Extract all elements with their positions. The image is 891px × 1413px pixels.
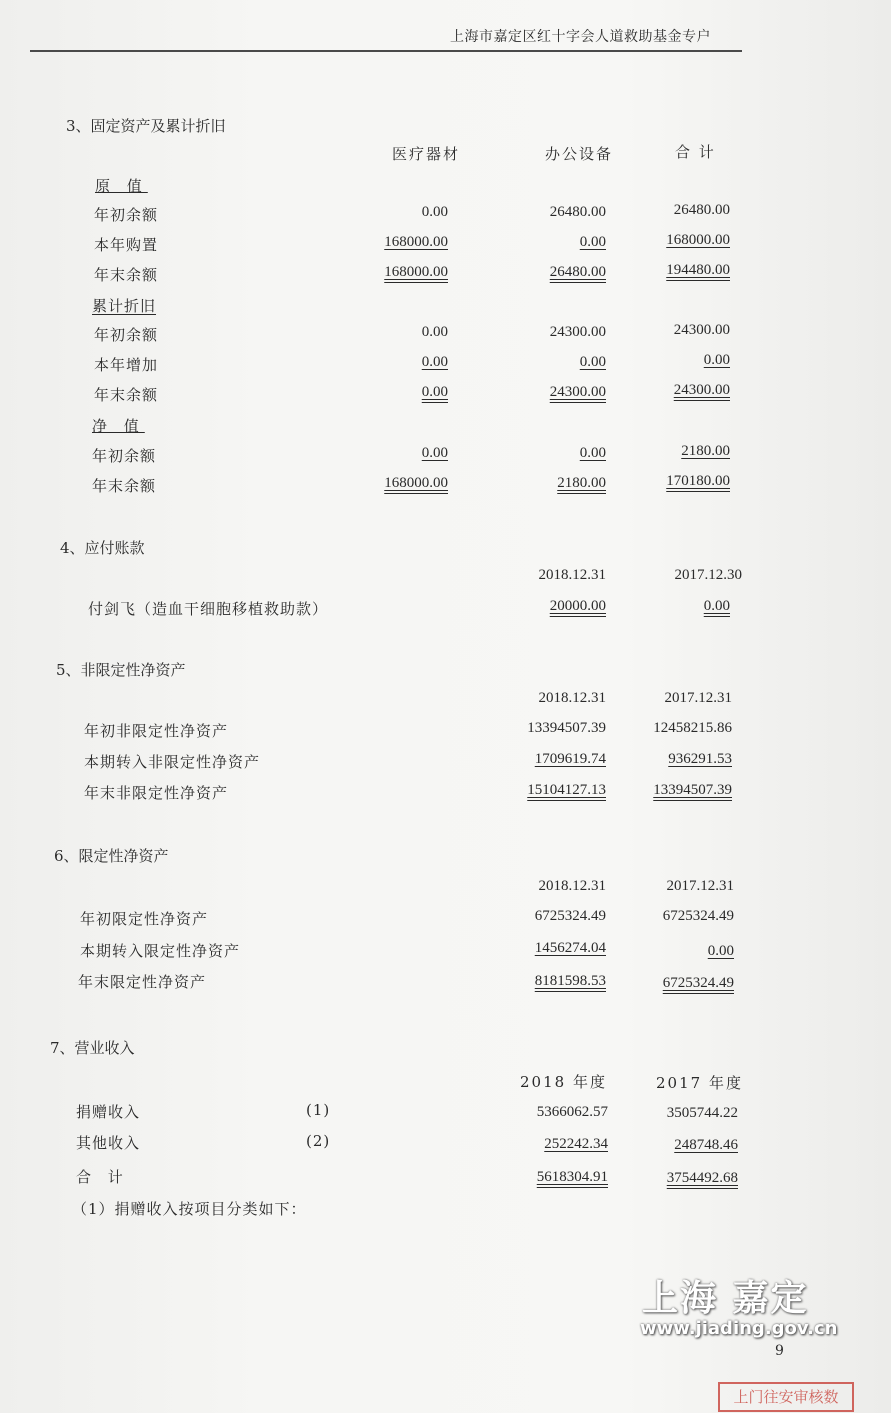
cell-value: 936291.53 bbox=[668, 751, 732, 767]
col-office-equipment: 办公设备 bbox=[545, 145, 614, 163]
cell-value: 168000.00 bbox=[384, 264, 448, 280]
row-label: 年末余额 bbox=[94, 266, 159, 284]
audit-stamp: 上门往安审核数 bbox=[718, 1382, 854, 1412]
row-label: 年末非限定性净资产 bbox=[84, 784, 229, 802]
cell-value: 6725324.49 bbox=[534, 908, 606, 924]
row-label: 年初余额 bbox=[94, 206, 159, 224]
section-7-title: 7、营业收入 bbox=[50, 1039, 135, 1057]
col-date-2018: 2018.12.31 bbox=[538, 690, 606, 706]
row-label: 本期转入非限定性净资产 bbox=[84, 753, 261, 771]
row-label: 年末限定性净资产 bbox=[78, 973, 207, 991]
row-label: 合 计 bbox=[76, 1168, 129, 1186]
cell-value: 0.00 bbox=[579, 445, 606, 461]
cell-value: 168000.00 bbox=[384, 475, 448, 491]
cell-value: 5366062.57 bbox=[536, 1104, 608, 1120]
cell-value: 194480.00 bbox=[666, 262, 730, 278]
cell-value: 6725324.49 bbox=[662, 975, 734, 991]
cell-value: 0.00 bbox=[421, 445, 448, 461]
row-label: 其他收入 bbox=[76, 1134, 141, 1152]
cell-value: 6725324.49 bbox=[662, 908, 734, 924]
cell-value: 0.00 bbox=[421, 204, 448, 220]
cell-value: 26480.00 bbox=[549, 264, 606, 280]
row-note: (2) bbox=[306, 1132, 331, 1150]
row-label: 年初非限定性净资产 bbox=[84, 722, 229, 740]
col-date-2018: 2018.12.31 bbox=[538, 878, 606, 894]
section-4-title: 4、应付账款 bbox=[60, 539, 145, 557]
watermark-url: www.jiading.gov.cn bbox=[640, 1318, 838, 1339]
cell-value: 13394507.39 bbox=[527, 720, 606, 736]
col-total: 合 计 bbox=[675, 143, 716, 161]
cell-value: 12458215.86 bbox=[653, 720, 732, 736]
cell-value: 3505744.22 bbox=[666, 1105, 738, 1121]
col-date-2017: 2017.12.31 bbox=[664, 690, 732, 706]
original-value-label: 原 值 bbox=[95, 177, 148, 195]
cell-value: 24300.00 bbox=[549, 324, 606, 340]
header-rule bbox=[30, 50, 742, 52]
cell-value: 8181598.53 bbox=[534, 973, 606, 989]
row-label: 年初余额 bbox=[92, 447, 157, 465]
row-label: 本年增加 bbox=[94, 356, 159, 374]
cell-value: 0.00 bbox=[421, 354, 448, 370]
cell-value: 24300.00 bbox=[549, 384, 606, 400]
col-date-2017: 2017.12.31 bbox=[666, 878, 734, 894]
col-year-2018: 2018 年度 bbox=[520, 1073, 607, 1091]
row-label: 年末余额 bbox=[94, 386, 159, 404]
cell-value: 0.00 bbox=[703, 598, 730, 614]
cell-value: 0.00 bbox=[579, 234, 606, 250]
depreciation-label: 累计折旧 bbox=[92, 297, 157, 315]
cell-value: 5618304.91 bbox=[536, 1169, 608, 1185]
row-label: 年末余额 bbox=[92, 477, 157, 495]
row-note: (1) bbox=[306, 1101, 331, 1119]
cell-value: 0.00 bbox=[421, 324, 448, 340]
row-label: 捐赠收入 bbox=[76, 1103, 141, 1121]
cell-value: 0.00 bbox=[579, 354, 606, 370]
col-date-2017: 2017.12.30 bbox=[674, 567, 742, 583]
watermark-logo: 上海 嘉定 bbox=[642, 1278, 809, 1319]
row-label: 本年购置 bbox=[94, 236, 159, 254]
cell-value: 20000.00 bbox=[549, 598, 606, 614]
cell-value: 0.00 bbox=[421, 384, 448, 400]
cell-value: 24300.00 bbox=[673, 382, 730, 398]
cell-value: 168000.00 bbox=[666, 232, 730, 248]
cell-value: 26480.00 bbox=[549, 204, 606, 220]
cell-value: 252242.34 bbox=[544, 1136, 608, 1152]
cell-value: 24300.00 bbox=[673, 322, 730, 338]
cell-value: 2180.00 bbox=[557, 475, 606, 491]
row-label: 年初余额 bbox=[94, 326, 159, 344]
col-year-2017: 2017 年度 bbox=[656, 1074, 743, 1092]
row-label: 本期转入限定性净资产 bbox=[80, 942, 241, 960]
row-label: 年初限定性净资产 bbox=[80, 910, 209, 928]
section-3-title: 3、固定资产及累计折旧 bbox=[66, 117, 226, 135]
cell-value: 3754492.68 bbox=[666, 1170, 738, 1186]
page-number: 9 bbox=[775, 1343, 784, 1359]
section-6-title: 6、限定性净资产 bbox=[54, 847, 169, 865]
row-label: 付剑飞（造血干细胞移植救助款） bbox=[88, 600, 329, 618]
cell-value: 168000.00 bbox=[384, 234, 448, 250]
section-5-title: 5、非限定性净资产 bbox=[56, 661, 186, 679]
cell-value: 15104127.13 bbox=[527, 782, 606, 798]
cell-value: 0.00 bbox=[707, 943, 734, 959]
cell-value: 2180.00 bbox=[681, 443, 730, 459]
cell-value: 0.00 bbox=[703, 352, 730, 368]
cell-value: 1709619.74 bbox=[534, 751, 606, 767]
cell-value: 248748.46 bbox=[674, 1137, 738, 1153]
cell-value: 170180.00 bbox=[666, 473, 730, 489]
cell-value: 13394507.39 bbox=[653, 782, 732, 798]
header-title: 上海市嘉定区红十字会人道救助基金专户 bbox=[450, 29, 711, 45]
cell-value: 1456274.04 bbox=[534, 940, 606, 956]
col-date-2018: 2018.12.31 bbox=[538, 567, 606, 583]
col-medical-equipment: 医疗器材 bbox=[392, 145, 461, 163]
footnote: （1）捐赠收入按项目分类如下： bbox=[72, 1200, 307, 1218]
cell-value: 26480.00 bbox=[673, 202, 730, 218]
net-value-label: 净 值 bbox=[92, 417, 145, 435]
